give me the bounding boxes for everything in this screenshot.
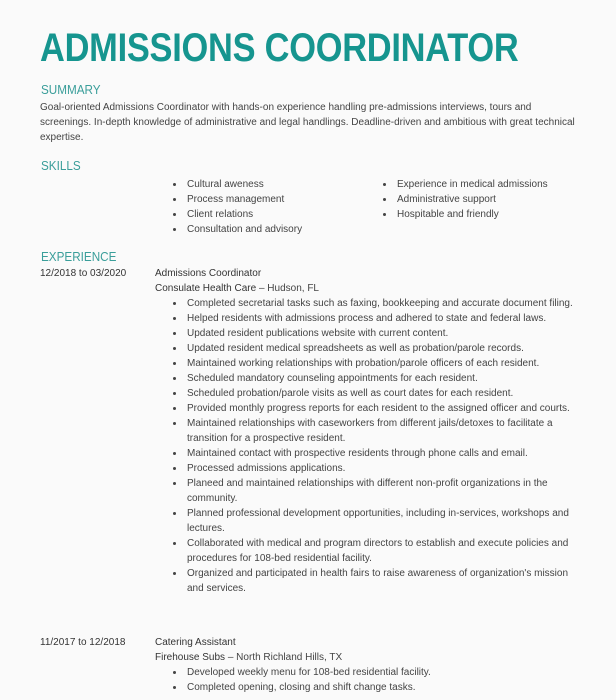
job-entry — [155, 635, 585, 695]
summary-text: Goal-oriented Admissions Coordinator with hands-on experience handling pre-admissions interviews, tours and screenings. In-depth knowledge of administrative and legal handlings. Deadline-driven and ambitious with great technical expertise. — [40, 102, 575, 143]
job-bullet: Maintained contact with prospective residents through phone calls and email. — [172, 446, 577, 461]
separator: – — [225, 652, 237, 663]
job-bullets — [172, 296, 577, 596]
job-bullet: Completed opening, closing and shift change tasks. — [172, 680, 577, 695]
skill-item: Process management — [172, 192, 302, 207]
job-bullet: Planeed and maintained relationships with different non-profit organizations in the community. — [172, 476, 577, 506]
job-location: Hudson, FL — [267, 283, 319, 294]
skill-item: Client relations — [172, 207, 302, 222]
job-bullet: Processed admissions applications. — [172, 461, 577, 476]
job-location: North Richland Hills, TX — [236, 652, 343, 663]
job-bullet: Organized and participated in health fairs to raise awareness of organization's mission and services. — [172, 566, 577, 596]
skill-item: Cultural aweness — [172, 177, 302, 192]
job-bullet: Scheduled mandatory counseling appointments for each resident. — [172, 371, 577, 386]
job-bullet: Helped residents with admissions process and adhered to state and federal laws. — [172, 311, 577, 326]
skill-item: Administrative support — [382, 192, 548, 207]
job-bullet: Collaborated with medical and program directors to establish and execute policies and procedures for 108-bed residential facility. — [172, 536, 577, 566]
company-name: Consulate Health Care — [155, 283, 257, 294]
job-bullet: Provided monthly progress reports for each resident to the assigned officer and courts. — [172, 401, 577, 416]
skills-list-right — [382, 177, 548, 222]
job-bullet: Maintained relationships with caseworkers from different jails/detoxes to facilitate a transition for a prospective resident. — [172, 416, 577, 446]
skill-item: Consultation and advisory — [172, 222, 302, 237]
job-bullet: Maintained working relationships with probation/parole officers of each resident. — [172, 356, 577, 371]
job-company-line — [155, 650, 585, 665]
company-name: Firehouse Subs — [155, 652, 226, 663]
job-entry — [155, 266, 585, 596]
job-company-line — [155, 281, 585, 296]
skill-item: Hospitable and friendly — [382, 207, 548, 222]
job-title: Admissions Coordinator — [155, 268, 262, 279]
job-dates: 11/2017 to 12/2018 — [40, 637, 126, 648]
job-dates: 12/2018 to 03/2020 — [40, 268, 127, 279]
skill-item: Experience in medical admissions — [382, 177, 548, 192]
separator: – — [256, 283, 268, 294]
job-title: Catering Assistant — [155, 637, 236, 648]
skills-list-left — [172, 177, 302, 237]
skills-heading: SKILLS — [41, 158, 81, 173]
summary-heading: SUMMARY — [41, 82, 101, 97]
job-bullet: Updated resident publications website with current content. — [172, 326, 577, 341]
job-bullet: Updated resident medical spreadsheets as well as probation/parole records. — [172, 341, 577, 356]
resume-title: ADMISSIONS COORDINATOR — [40, 26, 519, 70]
job-bullet: Completed secretarial tasks such as faxing, bookkeeping and accurate document filing. — [172, 296, 577, 311]
job-bullet: Planned professional development opportunities, including in-services, workshops and lectures. — [172, 506, 577, 536]
job-bullets — [172, 665, 577, 695]
job-bullet: Scheduled probation/parole visits as well as court dates for each resident. — [172, 386, 577, 401]
job-bullet: Developed weekly menu for 108-bed residential facility. — [172, 665, 577, 680]
experience-heading: EXPERIENCE — [41, 249, 117, 264]
